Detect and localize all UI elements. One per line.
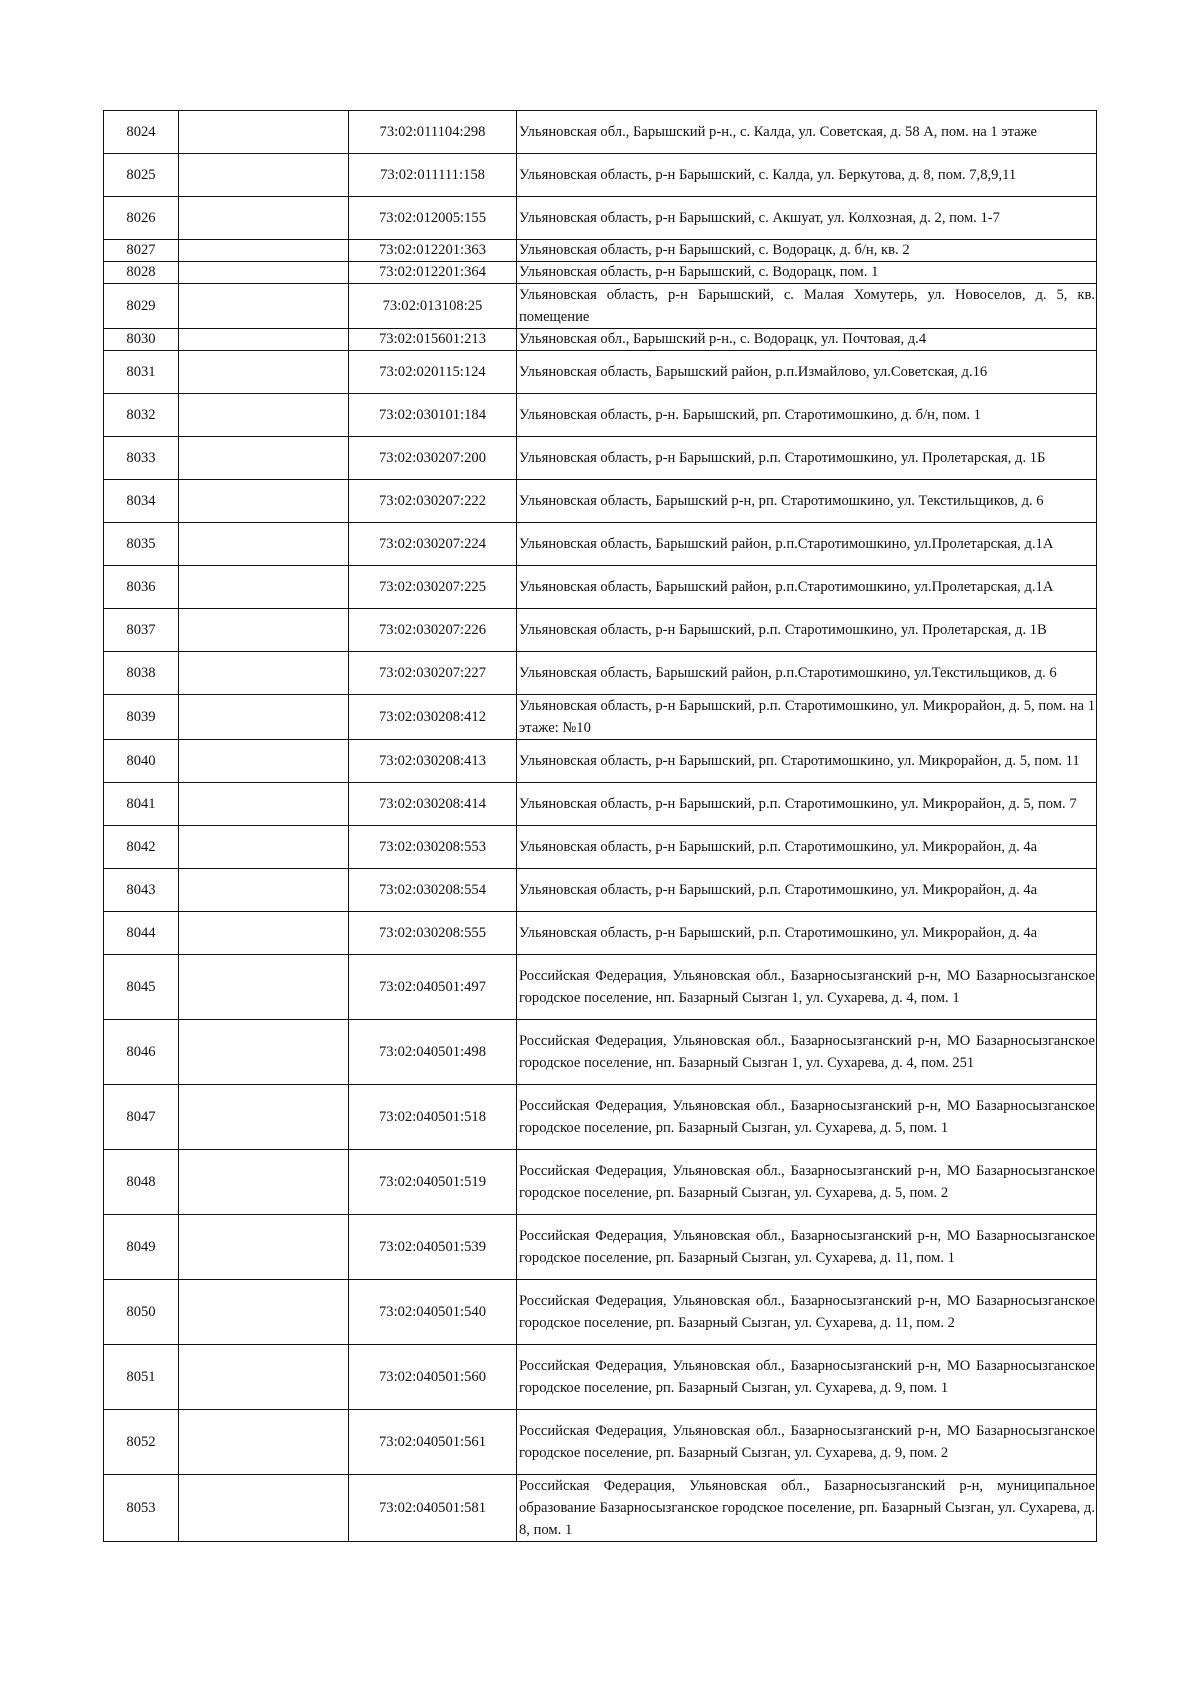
table-row bbox=[104, 262, 1097, 284]
empty-cell bbox=[179, 262, 349, 284]
cadastral-number-cell: 73:02:030207:224 bbox=[349, 523, 517, 566]
table-row bbox=[104, 869, 1097, 912]
empty-cell bbox=[179, 869, 349, 912]
row-number-cell: 8040 bbox=[104, 740, 179, 783]
table-row bbox=[104, 154, 1097, 197]
table-row bbox=[104, 783, 1097, 826]
table-row bbox=[104, 695, 1097, 740]
empty-cell bbox=[179, 437, 349, 480]
empty-cell bbox=[179, 695, 349, 740]
address-cell: Ульяновская область, р-н Барышский, с. Водорацк, д. б/н, кв. 2 bbox=[517, 240, 1097, 262]
table-row bbox=[104, 329, 1097, 351]
table-row bbox=[104, 566, 1097, 609]
empty-cell bbox=[179, 523, 349, 566]
address-cell: Ульяновская область, Барышский район, р.п.Старотимошкино, ул.Пролетарская, д.1А bbox=[517, 566, 1097, 609]
cadastral-number-cell: 73:02:030101:184 bbox=[349, 394, 517, 437]
table-row bbox=[104, 740, 1097, 783]
table-row bbox=[104, 394, 1097, 437]
address-cell: Ульяновская область, Барышский район, р.п.Измайлово, ул.Советская, д.16 bbox=[517, 351, 1097, 394]
cadastral-number-cell: 73:02:030207:226 bbox=[349, 609, 517, 652]
row-number-cell: 8051 bbox=[104, 1345, 179, 1410]
row-number-cell: 8042 bbox=[104, 826, 179, 869]
table-row bbox=[104, 1345, 1097, 1410]
cadastral-number-cell: 73:02:030207:200 bbox=[349, 437, 517, 480]
address-cell: Ульяновская область, р-н Барышский, р.п. Старотимошкино, ул. Пролетарская, д. 1В bbox=[517, 609, 1097, 652]
table-row bbox=[104, 1410, 1097, 1475]
address-cell: Российская Федерация, Ульяновская обл., Базарносызганский р-н, МО Базарносызганское городское поселение, рп. Базарный Сызган, ул. Сухарева, д. 9, пом. 1 bbox=[517, 1345, 1097, 1410]
address-cell: Российская Федерация, Ульяновская обл., Базарносызганский р-н, МО Базарносызганское городское поселение, нп. Базарный Сызган 1, ул. Сухарева, д. 4, пом. 251 bbox=[517, 1020, 1097, 1085]
row-number-cell: 8044 bbox=[104, 912, 179, 955]
empty-cell bbox=[179, 1085, 349, 1150]
empty-cell bbox=[179, 351, 349, 394]
empty-cell bbox=[179, 826, 349, 869]
table-row bbox=[104, 1150, 1097, 1215]
empty-cell bbox=[179, 111, 349, 154]
row-number-cell: 8047 bbox=[104, 1085, 179, 1150]
empty-cell bbox=[179, 329, 349, 351]
empty-cell bbox=[179, 1215, 349, 1280]
empty-cell bbox=[179, 1150, 349, 1215]
address-cell: Ульяновская область, р-н Барышский, р.п. Старотимошкино, ул. Микрорайон, д. 4а bbox=[517, 869, 1097, 912]
table-row bbox=[104, 912, 1097, 955]
row-number-cell: 8053 bbox=[104, 1475, 179, 1542]
table-row bbox=[104, 351, 1097, 394]
row-number-cell: 8045 bbox=[104, 955, 179, 1020]
table-row bbox=[104, 652, 1097, 695]
row-number-cell: 8036 bbox=[104, 566, 179, 609]
empty-cell bbox=[179, 240, 349, 262]
address-cell: Российская Федерация, Ульяновская обл., Базарносызганский р-н, МО Базарносызганское городское поселение, рп. Базарный Сызган, ул. Сухарева, д. 9, пом. 2 bbox=[517, 1410, 1097, 1475]
cadastral-number-cell: 73:02:040501:581 bbox=[349, 1475, 517, 1542]
table-row bbox=[104, 1475, 1097, 1542]
row-number-cell: 8039 bbox=[104, 695, 179, 740]
table-row bbox=[104, 955, 1097, 1020]
empty-cell bbox=[179, 955, 349, 1020]
table-row bbox=[104, 1085, 1097, 1150]
empty-cell bbox=[179, 284, 349, 329]
row-number-cell: 8038 bbox=[104, 652, 179, 695]
cadastral-number-cell: 73:02:040501:540 bbox=[349, 1280, 517, 1345]
cadastral-number-cell: 73:02:040501:519 bbox=[349, 1150, 517, 1215]
table-row bbox=[104, 111, 1097, 154]
empty-cell bbox=[179, 1410, 349, 1475]
row-number-cell: 8037 bbox=[104, 609, 179, 652]
empty-cell bbox=[179, 1280, 349, 1345]
row-number-cell: 8029 bbox=[104, 284, 179, 329]
empty-cell bbox=[179, 394, 349, 437]
cadastral-number-cell: 73:02:030208:554 bbox=[349, 869, 517, 912]
cadastral-number-cell: 73:02:030208:553 bbox=[349, 826, 517, 869]
table-row bbox=[104, 284, 1097, 329]
table-row bbox=[104, 240, 1097, 262]
table-row bbox=[104, 609, 1097, 652]
row-number-cell: 8030 bbox=[104, 329, 179, 351]
row-number-cell: 8027 bbox=[104, 240, 179, 262]
empty-cell bbox=[179, 1020, 349, 1085]
row-number-cell: 8031 bbox=[104, 351, 179, 394]
row-number-cell: 8024 bbox=[104, 111, 179, 154]
address-cell: Ульяновская область, р-н Барышский, р.п. Старотимошкино, ул. Микрорайон, д. 5, пом. 7 bbox=[517, 783, 1097, 826]
address-cell: Российская Федерация, Ульяновская обл., Базарносызганский р-н, МО Базарносызганское городское поселение, рп. Базарный Сызган, ул. Сухарева, д. 5, пом. 1 bbox=[517, 1085, 1097, 1150]
row-number-cell: 8050 bbox=[104, 1280, 179, 1345]
address-cell: Ульяновская область, р-н Барышский, р.п. Старотимошкино, ул. Микрорайон, д. 4а bbox=[517, 912, 1097, 955]
row-number-cell: 8048 bbox=[104, 1150, 179, 1215]
property-registry-table bbox=[103, 110, 1097, 1542]
table-row bbox=[104, 1280, 1097, 1345]
address-cell: Российская Федерация, Ульяновская обл., Базарносызганский р-н, МО Базарносызганское городское поселение, нп. Базарный Сызган 1, ул. Сухарева, д. 4, пом. 1 bbox=[517, 955, 1097, 1020]
empty-cell bbox=[179, 609, 349, 652]
table-row bbox=[104, 1020, 1097, 1085]
address-cell: Российская Федерация, Ульяновская обл., Базарносызганский р-н, МО Базарносызганское городское поселение, рп. Базарный Сызган, ул. Сухарева, д. 11, пом. 1 bbox=[517, 1215, 1097, 1280]
empty-cell bbox=[179, 652, 349, 695]
cadastral-number-cell: 73:02:040501:561 bbox=[349, 1410, 517, 1475]
cadastral-number-cell: 73:02:012201:363 bbox=[349, 240, 517, 262]
empty-cell bbox=[179, 740, 349, 783]
address-cell: Ульяновская область, Барышский район, р.п.Старотимошкино, ул.Пролетарская, д.1А bbox=[517, 523, 1097, 566]
address-cell: Ульяновская область, р-н Барышский, рп. Старотимошкино, ул. Микрорайон, д. 5, пом. 11 bbox=[517, 740, 1097, 783]
row-number-cell: 8025 bbox=[104, 154, 179, 197]
empty-cell bbox=[179, 783, 349, 826]
row-number-cell: 8034 bbox=[104, 480, 179, 523]
cadastral-number-cell: 73:02:030208:414 bbox=[349, 783, 517, 826]
table-row bbox=[104, 437, 1097, 480]
empty-cell bbox=[179, 1475, 349, 1542]
address-cell: Ульяновская область, р-н Барышский, с. Акшуат, ул. Колхозная, д. 2, пом. 1-7 bbox=[517, 197, 1097, 240]
cadastral-number-cell: 73:02:011104:298 bbox=[349, 111, 517, 154]
table-row bbox=[104, 480, 1097, 523]
cadastral-number-cell: 73:02:030207:225 bbox=[349, 566, 517, 609]
cadastral-number-cell: 73:02:013108:25 bbox=[349, 284, 517, 329]
row-number-cell: 8052 bbox=[104, 1410, 179, 1475]
address-cell: Российская Федерация, Ульяновская обл., Базарносызганский р-н, МО Базарносызганское городское поселение, рп. Базарный Сызган, ул. Сухарева, д. 5, пом. 2 bbox=[517, 1150, 1097, 1215]
empty-cell bbox=[179, 912, 349, 955]
cadastral-number-cell: 73:02:040501:539 bbox=[349, 1215, 517, 1280]
empty-cell bbox=[179, 154, 349, 197]
registry-body bbox=[104, 111, 1097, 1542]
empty-cell bbox=[179, 480, 349, 523]
row-number-cell: 8041 bbox=[104, 783, 179, 826]
cadastral-number-cell: 73:02:030208:555 bbox=[349, 912, 517, 955]
cadastral-number-cell: 73:02:030207:227 bbox=[349, 652, 517, 695]
address-cell: Ульяновская область, Барышский р-н, рп. Старотимошкино, ул. Текстильщиков, д. 6 bbox=[517, 480, 1097, 523]
cadastral-number-cell: 73:02:015601:213 bbox=[349, 329, 517, 351]
address-cell: Ульяновская область, р-н Барышский, с. Водорацк, пом. 1 bbox=[517, 262, 1097, 284]
address-cell: Российская Федерация, Ульяновская обл., Базарносызганский р-н, муниципальное образование Базарносызганское городское поселение, рп. Базарный Сызган, ул. Сухарева, д. 8, пом. 1 bbox=[517, 1475, 1097, 1542]
address-cell: Ульяновская обл., Барышский р-н., с. Водорацк, ул. Почтовая, д.4 bbox=[517, 329, 1097, 351]
cadastral-number-cell: 73:02:011111:158 bbox=[349, 154, 517, 197]
table-row bbox=[104, 523, 1097, 566]
row-number-cell: 8049 bbox=[104, 1215, 179, 1280]
cadastral-number-cell: 73:02:040501:498 bbox=[349, 1020, 517, 1085]
cadastral-number-cell: 73:02:030208:412 bbox=[349, 695, 517, 740]
row-number-cell: 8043 bbox=[104, 869, 179, 912]
address-cell: Ульяновская обл., Барышский р-н., с. Калда, ул. Советская, д. 58 А, пом. на 1 этаже bbox=[517, 111, 1097, 154]
empty-cell bbox=[179, 1345, 349, 1410]
row-number-cell: 8026 bbox=[104, 197, 179, 240]
row-number-cell: 8046 bbox=[104, 1020, 179, 1085]
cadastral-number-cell: 73:02:020115:124 bbox=[349, 351, 517, 394]
address-cell: Ульяновская область, Барышский район, р.п.Старотимошкино, ул.Текстильщиков, д. 6 bbox=[517, 652, 1097, 695]
table-row bbox=[104, 197, 1097, 240]
address-cell: Ульяновская область, р-н Барышский, с. Калда, ул. Беркутова, д. 8, пом. 7,8,9,11 bbox=[517, 154, 1097, 197]
cadastral-number-cell: 73:02:040501:497 bbox=[349, 955, 517, 1020]
table-row bbox=[104, 826, 1097, 869]
cadastral-number-cell: 73:02:030208:413 bbox=[349, 740, 517, 783]
row-number-cell: 8028 bbox=[104, 262, 179, 284]
cadastral-number-cell: 73:02:030207:222 bbox=[349, 480, 517, 523]
address-cell: Ульяновская область, р-н Барышский, с. Малая Хомутерь, ул. Новоселов, д. 5, кв. помещение bbox=[517, 284, 1097, 329]
address-cell: Ульяновская область, р-н Барышский, р.п. Старотимошкино, ул. Пролетарская, д. 1Б bbox=[517, 437, 1097, 480]
cadastral-number-cell: 73:02:012005:155 bbox=[349, 197, 517, 240]
row-number-cell: 8035 bbox=[104, 523, 179, 566]
address-cell: Ульяновская область, р-н. Барышский, рп. Старотимошкино, д. б/н, пом. 1 bbox=[517, 394, 1097, 437]
row-number-cell: 8032 bbox=[104, 394, 179, 437]
cadastral-number-cell: 73:02:040501:518 bbox=[349, 1085, 517, 1150]
address-cell: Российская Федерация, Ульяновская обл., Базарносызганский р-н, МО Базарносызганское городское поселение, рп. Базарный Сызган, ул. Сухарева, д. 11, пом. 2 bbox=[517, 1280, 1097, 1345]
empty-cell bbox=[179, 566, 349, 609]
address-cell: Ульяновская область, р-н Барышский, р.п. Старотимошкино, ул. Микрорайон, д. 4а bbox=[517, 826, 1097, 869]
empty-cell bbox=[179, 197, 349, 240]
row-number-cell: 8033 bbox=[104, 437, 179, 480]
address-cell: Ульяновская область, р-н Барышский, р.п. Старотимошкино, ул. Микрорайон, д. 5, пом. на 1 этаже: №10 bbox=[517, 695, 1097, 740]
cadastral-number-cell: 73:02:040501:560 bbox=[349, 1345, 517, 1410]
cadastral-number-cell: 73:02:012201:364 bbox=[349, 262, 517, 284]
table-row bbox=[104, 1215, 1097, 1280]
